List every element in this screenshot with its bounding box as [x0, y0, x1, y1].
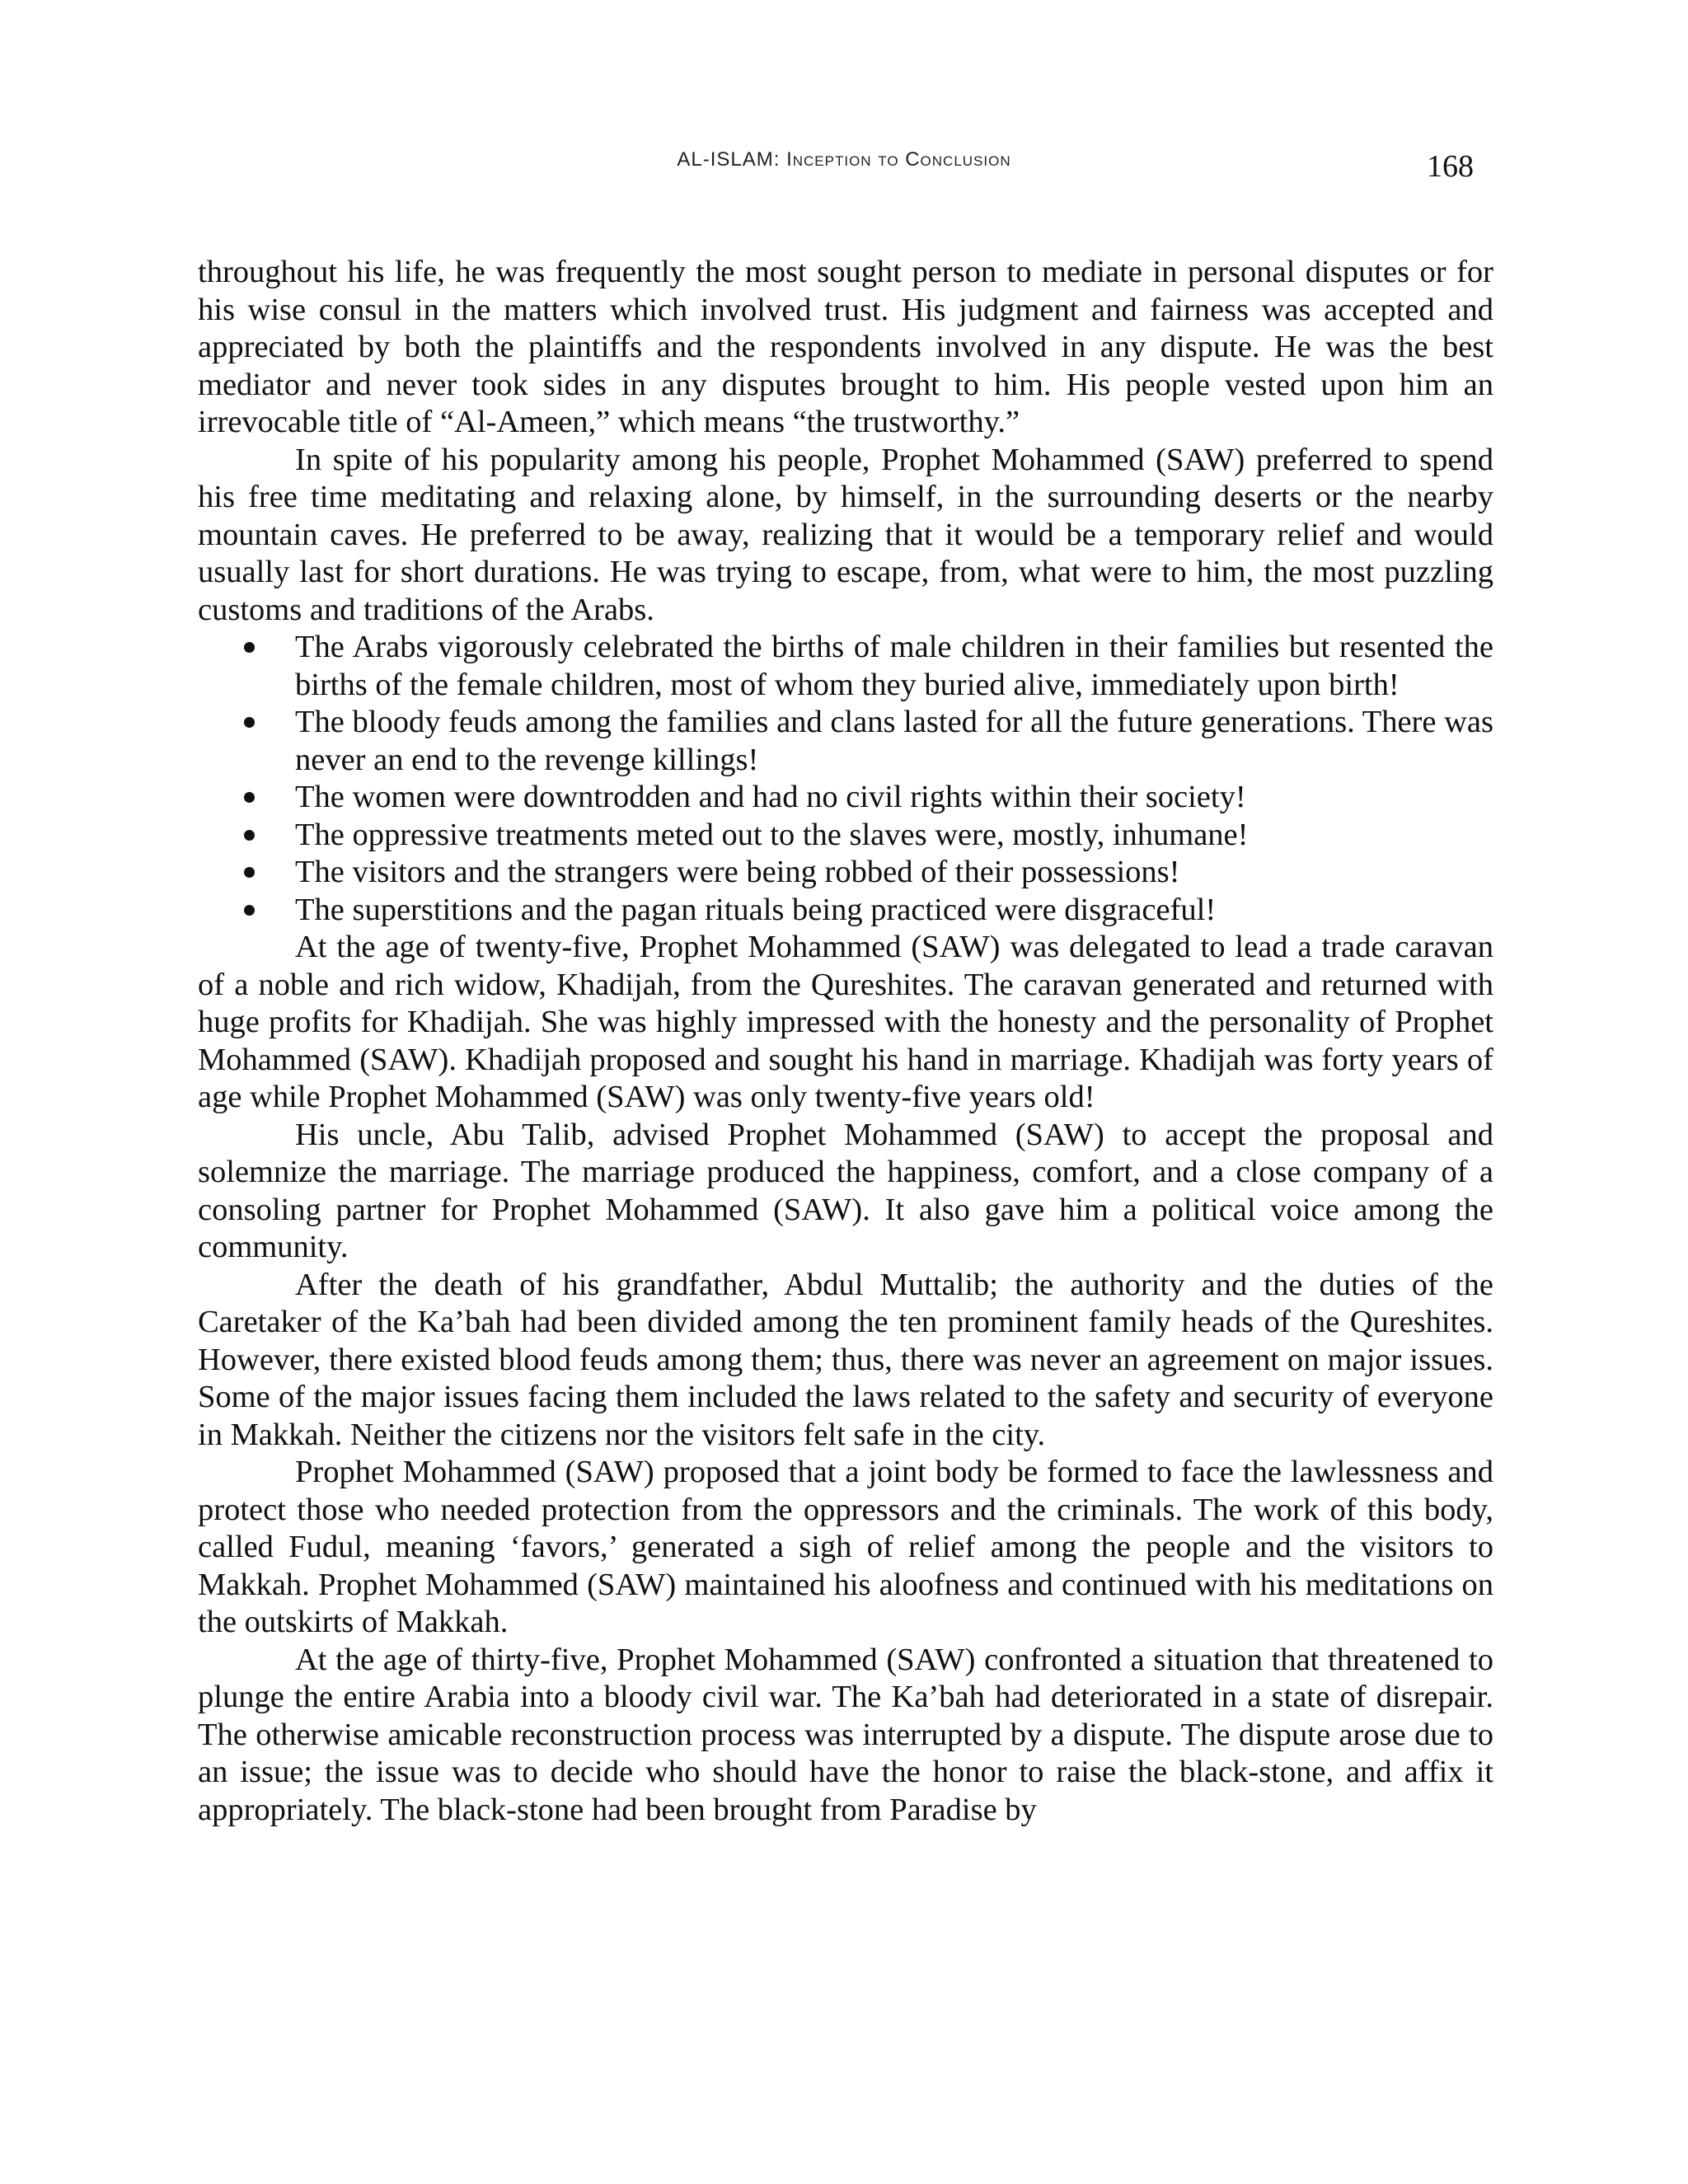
bullet-icon: [244, 642, 255, 653]
bullet-text: The visitors and the strangers were being robbed of their possessions!: [295, 855, 1180, 889]
bullet-item: [295, 854, 1493, 892]
paragraph: At the age of twenty-five, Prophet Mohammed (SAW) was delegated to lead a trade caravan of a noble and rich widow, Khadijah, from the Qureshites. The caravan generated and returned with huge profits for Khadijah. She was highly impressed with the honesty and the personality of Prophet Mohammed (SAW). Khadijah proposed and sought his hand in marriage. Khadijah was forty years of age while Prophet Mohammed (SAW) was only twenty-five years old!: [198, 930, 1493, 1114]
bullet-text: The superstitions and the pagan rituals being practiced were disgraceful!: [295, 892, 1217, 927]
paragraph: His uncle, Abu Talib, advised Prophet Mohammed (SAW) to accept the proposal and solemnize the marriage. The marriage produced the happiness, comfort, and a close company of a consoling partner for Prophet Mohammed (SAW). It also gave him a political voice among the community.: [198, 1117, 1493, 1264]
bullet-icon: [244, 867, 255, 878]
bullet-item: [295, 817, 1493, 855]
bullet-icon: [244, 717, 255, 728]
bullet-icon: [244, 905, 255, 916]
bullet-item: [295, 892, 1493, 930]
paragraph-continuation: throughout his life, he was frequently the most sought person to mediate in personal disputes or for his wise consul in the matters which involved trust. His judgment and fairness was accepted and appreciated by both the plaintiffs and the respondents involved in any dispute. He was the best mediator and never took sides in any disputes brought to him. His people vested upon him an irrevocable title of “Al-Ameen,” which means “the trustworthy.”: [198, 255, 1493, 439]
bullet-icon: [244, 830, 255, 841]
paragraph: Prophet Mohammed (SAW) proposed that a joint body be formed to face the lawlessness and protect those who needed protection from the oppressors and the criminals. The work of this body, called Fudul, meaning ‘favors,’ generated a sigh of relief among the people and the visitors to Makkah. Prophet Mohammed (SAW) maintained his aloofness and continued with his meditations on the outskirts of Makkah.: [198, 1455, 1493, 1639]
bullet-text: The oppressive treatments meted out to the slaves were, mostly, inhumane!: [295, 817, 1249, 852]
running-title: AL-ISLAM: Inception to Conclusion: [677, 148, 1011, 171]
bullet-item: [295, 629, 1493, 704]
bullet-text: The women were downtrodden and had no civil rights within their society!: [295, 780, 1246, 814]
paragraph: In spite of his popularity among his people, Prophet Mohammed (SAW) preferred to spend his free time meditating and relaxing alone, by himself, in the surrounding deserts or the nearby mountain caves. He preferred to be away, realizing that it would be a temporary relief and would usually last for short durations. He was trying to escape, from, what were to him, the most puzzling customs and traditions of the Arabs.: [198, 442, 1493, 627]
bullet-icon: [244, 792, 255, 803]
body-text: [198, 254, 1493, 1829]
paragraph: At the age of thirty-five, Prophet Mohammed (SAW) confronted a situation that threatened to plunge the entire Arabia into a bloody civil war. The Ka’bah had deteriorated in a state of disrepair. The otherwise amicable reconstruction process was interrupted by a dispute. The dispute arose due to an issue; the issue was to decide who should have the honor to raise the black-stone, and affix it appropriately. The black-stone had been brought from Paradise by: [198, 1642, 1493, 1827]
page-number: 168: [1427, 149, 1474, 184]
bullet-list: [198, 629, 1493, 929]
bullet-text: The Arabs vigorously celebrated the births of male children in their families but resented the births of the female children, most of whom they buried alive, immediately upon birth!: [295, 630, 1493, 702]
bullet-text: The bloody feuds among the families and clans lasted for all the future generations. There was never an end to the revenge killings!: [295, 705, 1493, 777]
bullet-item: [295, 704, 1493, 779]
bullet-item: [295, 779, 1493, 817]
paragraph: After the death of his grandfather, Abdul Muttalib; the authority and the duties of the Caretaker of the Ka’bah had been divided among the ten prominent family heads of the Qureshites. However, there existed blood feuds among them; thus, there was never an agreement on major issues. Some of the major issues facing them included the laws related to the safety and security of everyone in Makkah. Neither the citizens nor the visitors felt safe in the city.: [198, 1267, 1493, 1452]
